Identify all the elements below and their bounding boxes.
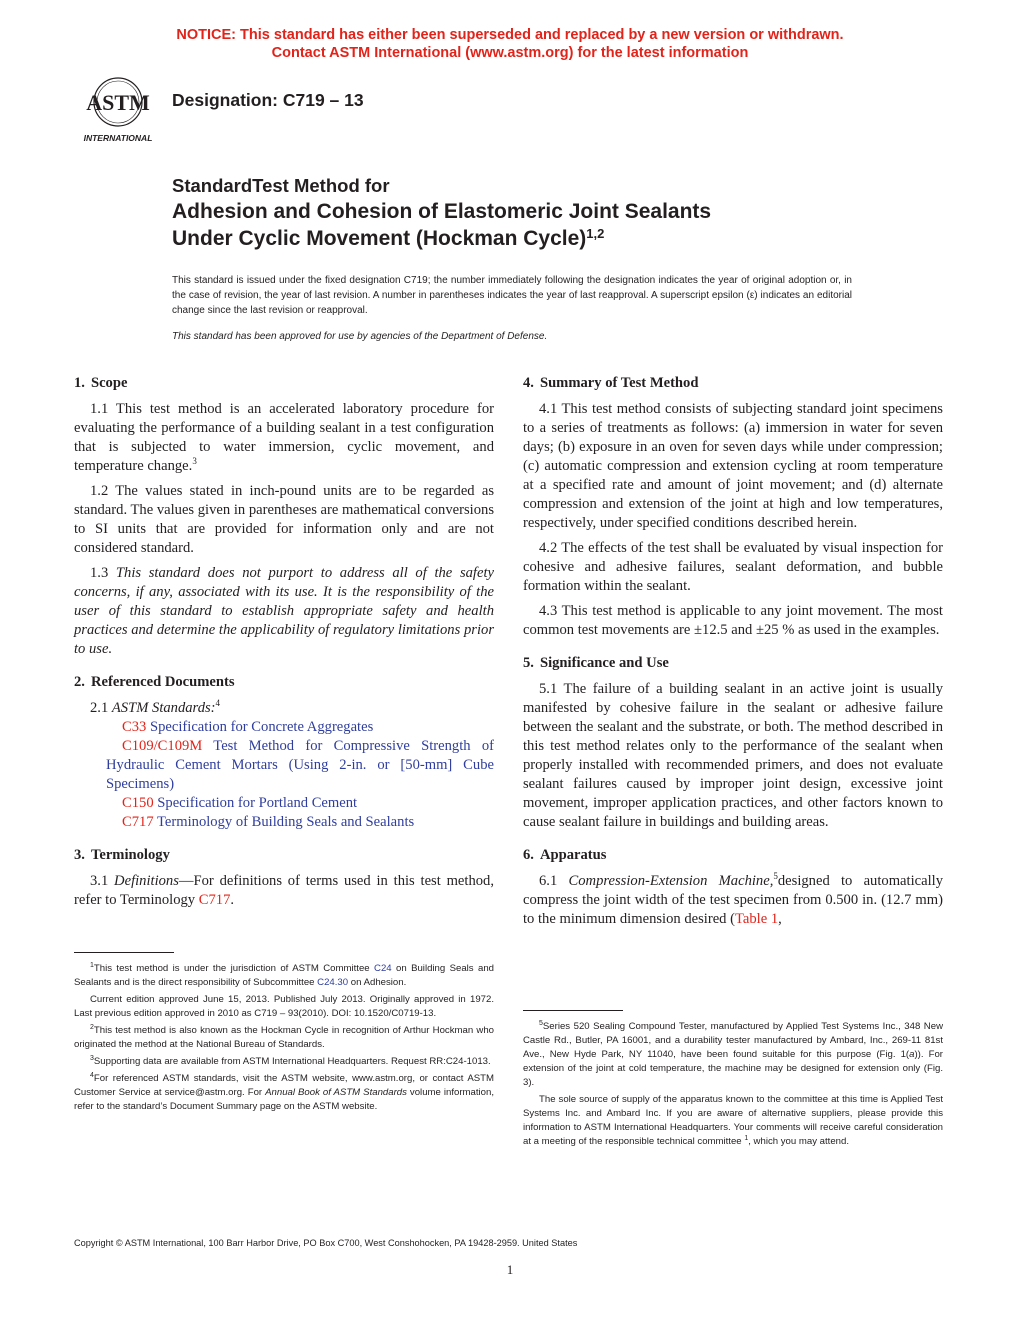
reference-link[interactable]: C150 Specification for Portland Cement	[122, 795, 358, 811]
paragraph-6-1: 6.1 Compression-Extension Machine,$^5$designed to automatically compress the joint width of the test specimen from 0.500 in. (12.7 mm) to the minimum dimension desired (Table 1,	[523, 871, 944, 927]
copyright-notice: Copyright © ASTM International, 100 Barr Harbor Drive, PO Box C700, West Conshohocken, PA 19428-2959. United States	[74, 1238, 578, 1248]
section-heading-scope: 1. Scope	[74, 375, 128, 391]
section-heading-terminology: 3. Terminology	[74, 847, 170, 863]
paragraph-3-1: 3.1 Definitions—For definitions of terms used in this test method, refer to Terminology C717.	[74, 873, 495, 908]
footnote-divider	[523, 1010, 623, 1011]
paragraph-1-3: 1.3 This standard does not purport to address all of the safety concerns, if any, associated with its use. It is the responsibility of the user of this standard to establish appropriate safety and health practices and determine the applicability of regulatory limitations prior to use.	[74, 565, 494, 657]
designation: Designation: C719 – 13	[172, 90, 364, 110]
dod-approval-statement: This standard has been approved for use by agencies of the Department of Defense.	[172, 331, 548, 342]
footnote-ref-5[interactable]: 5	[773, 871, 778, 881]
committee-c24-link[interactable]: C24	[374, 963, 392, 974]
paragraph-4-3: 4.3 This test method is applicable to any joint movement. The most common test movements are ±12.5 and ±25 % as used in the examples.	[523, 603, 943, 638]
footnote-2: $^2$This test method is also known as the Hockman Cycle in recognition of Arthur Hockman who originated the method at the National Bureau of Standards.	[74, 1024, 494, 1050]
section-heading-significance: 5. Significance and Use	[523, 655, 669, 671]
footnote-1-edition: Current edition approved June 15, 2013. Published July 2013. Originally approved in 1972. Last previous edition approved in 2010 as C719 – 93(2010). DOI: 10.1520/C0719-13.	[74, 994, 494, 1019]
paragraph-1-2: 1.2 The values stated in inch-pound units are to be regarded as standard. The values given in parentheses are mathematical conversions to SI units that are provided for information only and are not considered standard.	[74, 483, 494, 556]
reference-link[interactable]: C33 Specification for Concrete Aggregates	[122, 719, 374, 735]
page-number: 1	[506, 1262, 514, 1277]
withdrawal-notice	[0, 26, 1020, 62]
footnotes-left	[74, 962, 494, 1117]
astm-logo-icon	[72, 76, 164, 146]
paragraph-2-1: 2.1 ASTM Standards:$^4$	[90, 698, 221, 716]
document-title	[172, 174, 932, 252]
footnotes-right	[523, 1020, 943, 1152]
section-heading-summary: 4. Summary of Test Method	[523, 375, 699, 391]
notice-line-1: NOTICE: This standard has either been superseded and replaced by a new version or withdrawn.	[176, 27, 844, 43]
footnote-5-supply: The sole source of supply of the apparatus known to the committee at this time is Applied Test Systems Inc. and Ambard Inc. If you are aware of alternative suppliers, please provide this information to ASTM International Headquarters. Your comments will receive careful consideration at a meeting of the responsible technical committee $^1$, which you may attend.	[523, 1094, 943, 1147]
logo-letters: ASTM	[86, 90, 150, 115]
footnote-divider	[74, 952, 174, 953]
section-heading-apparatus: 6. Apparatus	[523, 847, 607, 863]
title-footnote-ref[interactable]: 1,2	[586, 226, 605, 241]
notice-line-2: Contact ASTM International (www.astm.org) for the latest information	[271, 45, 749, 61]
footnote-4: $^4$For referenced ASTM standards, visit the ASTM website, www.astm.org, or contact ASTM Customer Service at service@astm.org. For Annual Book of ASTM Standards volume information, refer to the standard’s Document Summary page on the ASTM website.	[74, 1072, 494, 1112]
paragraph-5-1: 5.1 The failure of a building sealant in an active joint is usually manifested by cohesive failure in the sealant or adhesive failure between the sealant and the substrate, or both. The method described in this test method relates only to the performance of the sealant when properly installed with recommended primers, and does not evaluate sealant failures caused by improper joint design, excessive joint movement, improper application practices, and other factors known to cause sealant failure in buildings and building areas.	[523, 681, 943, 830]
issuance-statement: This standard is issued under the fixed designation C719; the number immediately following the designation indicates the year of original adoption or, in the case of revision, the year of last revision. A number in parentheses indicates the year of last reapproval. A superscript epsilon (ε) indicates an editorial change since the last revision or reapproval.	[172, 275, 852, 316]
right-column	[523, 374, 943, 929]
paragraph-4-1: 4.1 This test method consists of subjecting standard joint specimens to a series of treatments as follows: (a) immersion in water for seven days; (b) exposure in an oven for seven days while under compression; (c) automatic compression and extension cycling at room temperature at a specified rate and amount of joint movement; and (d) alternate compression and extension of the joint at high and low temperatures, respectively, under specified conditions described herein.	[523, 401, 943, 531]
footnote-5: $^5$Series 520 Sealing Compound Tester, manufactured by Applied Test Systems Inc., 348 New Castle Rd., Butler, PA 16001, and a durability tester manufactured by Ambard, Inc., 269-11 81st Ave., New Hyde Park, NY 11040, have been found suitable for this purpose (Fig. 1(a)). For extension of the joint at cold temperature, the machine may be designed for extension only (Fig. 3).	[523, 1020, 943, 1088]
logo-subtitle: INTERNATIONAL	[83, 133, 153, 143]
section-heading-referenced-documents: 2. Referenced Documents	[74, 674, 235, 690]
left-column	[74, 374, 494, 910]
footnote-ref-4[interactable]: 4	[215, 698, 221, 708]
footnote-ref-3[interactable]: 3	[192, 456, 197, 466]
table-1-link[interactable]: Table 1	[735, 911, 779, 927]
subcommittee-c24-30-link[interactable]: C24.30	[317, 977, 349, 988]
reference-link[interactable]: C717 Terminology of Building Seals and Sealants	[122, 814, 415, 830]
title-line-2: Under Cyclic Movement (Hockman Cycle)$^{1,2}$	[172, 226, 605, 250]
title-prefix: StandardTest Method for	[172, 175, 390, 196]
reference-link[interactable]: C109/C109M Test Method for Compressive Strength of Hydraulic Cement Mortars (Using 2-in. or [50-mm] Cube Specimens)	[106, 738, 494, 792]
terminology-link-c717[interactable]: C717	[198, 892, 231, 908]
footnote-1: $^1$This test method is under the jurisdiction of ASTM Committee C24 on Building Seals and Sealants and is the direct responsibility of Subcommittee C24.30 on Adhesion.	[74, 962, 494, 988]
paragraph-4-2: 4.2 The effects of the test shall be evaluated by visual inspection for cohesive and adhesive failures, sealant deformation, and bubble formation within the sealant.	[523, 540, 943, 594]
footnote-3: $^3$Supporting data are available from ASTM International Headquarters. Request RR:C24-1013.	[90, 1055, 491, 1067]
paragraph-1-1: 1.1 This test method is an accelerated laboratory procedure for evaluating the performance of a building sealant in a test configuration that is subjected to water immersion, cyclic movement, and temperature change.$^3$	[74, 401, 494, 474]
title-line-1: Adhesion and Cohesion of Elastomeric Joint Sealants	[172, 200, 712, 223]
